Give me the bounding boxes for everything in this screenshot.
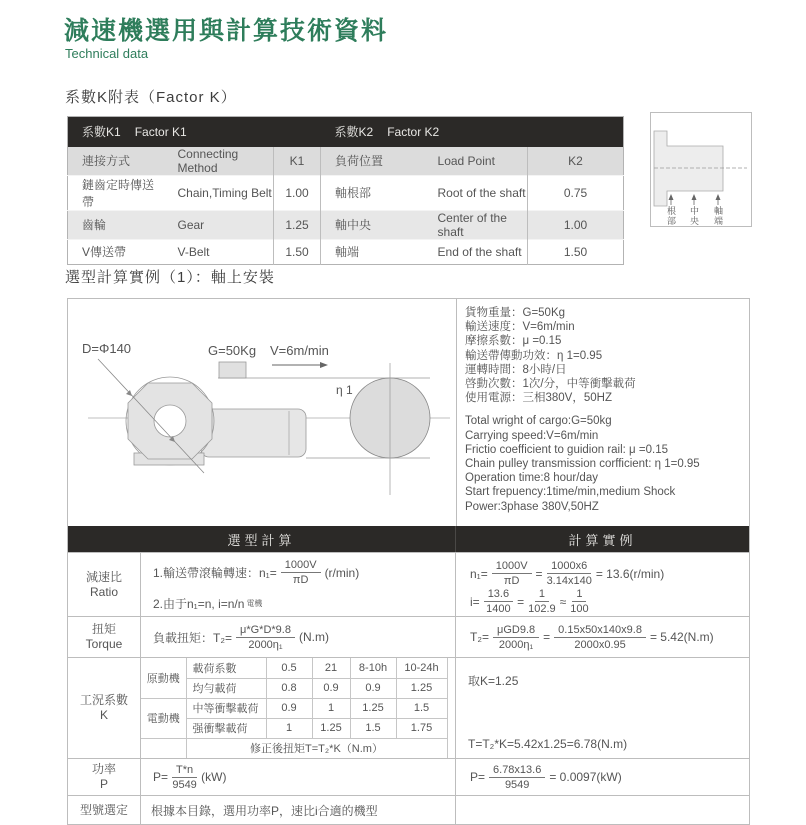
fraction: $\frac{1000x6}{3.14x140}$ (546, 560, 592, 587)
power-example: P= $\frac{6.78x13.6}{9549}$ = 0.0097(kW) (470, 763, 622, 791)
condition-line: Total wright of cargo:G=50kg (465, 415, 612, 428)
factor-k2-header (321, 117, 624, 147)
condition-line: 使用電源：三相380V，50HZ (465, 392, 612, 405)
table-cell: 載荷系數 (186, 658, 266, 678)
example-column-header: 計算實例 (568, 532, 637, 548)
k-factor-table-cell (141, 658, 456, 758)
factor-k1-header (68, 117, 321, 147)
table-cell: 軸端 (321, 239, 424, 264)
factor-k2-header-cn: 系數K2 (334, 125, 374, 140)
model-selection-text-cell (141, 796, 456, 825)
condition-line: 輸送速度：V=6m/min (465, 321, 575, 334)
table-cell: Center of the shaft (424, 210, 528, 239)
calc-column-header: 選型計算 (68, 526, 456, 552)
ratio-label-cn: 減速比 (85, 569, 122, 584)
power-label-en: P (99, 777, 108, 791)
model-selection-label-cn: 型號選定 (79, 803, 128, 817)
table-cell: 21 (312, 658, 350, 678)
condition-line: Operation time:8 hour/day (465, 472, 598, 485)
conveyor-diagram (68, 299, 456, 526)
conveyor-drawing (68, 299, 456, 526)
col-header: Load Point (424, 147, 528, 176)
ratio-label (68, 553, 141, 616)
ratio-formula: 1.輸送帶滾輪轉速：n₁= $\frac{1000V}{\pi D}$ (r/min) 2.由于n₁=n, i=n/n 電機 (141, 553, 456, 616)
condition-line: 啓動次數：1次/分，中等衝擊載荷 (465, 378, 636, 391)
table-cell: 1.25 (312, 718, 350, 738)
power-row (68, 758, 749, 795)
col-header: Connecting Method (164, 147, 274, 176)
power-formula: P= $\frac{T*n}{9549}$ (kW) (141, 759, 456, 795)
model-selection-row (68, 795, 749, 825)
speed-label: V=6m/min (270, 343, 329, 358)
factor-k2-header-en: Factor K2 (387, 125, 440, 140)
table-cell: V-Belt (164, 239, 274, 264)
k-factor-row (68, 657, 749, 758)
fraction: $\frac{1000V}{\pi D}$ (492, 560, 532, 587)
table-cell: 軸中央 (321, 210, 424, 239)
model-selection-text: 根據本目錄，選用功率P，速比i合適的機型 (151, 804, 378, 818)
fraction: $\frac{1000V}{\pi D}$ (281, 559, 321, 586)
load-factor-table (141, 658, 448, 758)
table-cell: 0.5 (266, 658, 312, 678)
fraction: $\frac{T*n}{9549}$ (172, 763, 197, 791)
ratio-example: n₁= $\frac{1000V}{\pi D}$ = $\frac{1000x6}{3.14x140}$ = 13.6(r/min) i= $\frac{13.6}{1400}$ = $\frac{1}{102.9}$ ≈ $\frac{1}{100}$ (470, 560, 665, 615)
ratio-row (68, 552, 749, 616)
table-cell: 1.50 (528, 239, 624, 264)
condition-line: Carrying speed:V=6m/min (465, 429, 599, 442)
power-label-cn: 功率 (91, 762, 116, 776)
col-header: K1 (274, 147, 321, 176)
table-cell: 0.9 (312, 678, 350, 698)
k-factor-label-en: K (99, 708, 108, 722)
conditions-chinese (465, 306, 741, 405)
page-subtitle: Technical data (65, 46, 149, 61)
k-take-value: 取K=1.25 (468, 674, 519, 688)
table-cell: 1.5 (350, 718, 396, 738)
torque-label (68, 617, 141, 657)
shaft-center-label: 中央 (689, 206, 699, 226)
col-header: 連接方式 (68, 147, 164, 176)
group-prime-mover: 原動機 (141, 658, 186, 698)
table-cell: 0.75 (528, 175, 624, 210)
torque-formula: 負載扭矩：T₂= $\frac{\mu*G*D*9.8}{\text{2000η₁}}$ (N.m) (141, 617, 456, 657)
selection-example-table (67, 298, 750, 825)
k-factor-label (68, 658, 141, 758)
fraction: $\frac{13.6}{1400}$ (484, 588, 513, 615)
table-cell: 1 (312, 698, 350, 718)
table-cell: 8-10h (350, 658, 396, 678)
condition-line: Chain pulley transmission corfficient: η 1=0.95 (465, 458, 700, 471)
table-cell: 1.25 (396, 678, 447, 698)
section1-heading: 系數K附表（Factor K） (65, 89, 237, 106)
table-cell: 齒輪 (68, 210, 164, 239)
table-cell-empty (141, 738, 186, 758)
efficiency-label: η 1 (336, 383, 353, 397)
ratio-label-en: Ratio (89, 584, 118, 599)
table-cell: Gear (164, 210, 274, 239)
torque-label-cn: 扭矩 (91, 622, 116, 636)
k-factor-example (456, 658, 749, 758)
group-electric-motor: 電動機 (141, 698, 186, 738)
factor-k-table (67, 116, 624, 265)
factor-k1-header-cn: 系數K1 (82, 125, 121, 140)
table-cell: 1.00 (528, 210, 624, 239)
fraction: $\frac{1}{102.9}$ (528, 588, 556, 615)
condition-line: Power:3phase 380V,50HZ (465, 500, 599, 513)
conditions-english (465, 414, 741, 513)
table-cell: End of the shaft (424, 239, 528, 264)
table-cell: 强衝擊載荷 (186, 718, 266, 738)
table-cell: Chain,Timing Belt (164, 175, 274, 210)
fraction: $\frac{6.78x13.6}{9549}$ (489, 764, 545, 791)
table-cell: 鏈齒定時傳送帶 (68, 175, 164, 210)
table-cell: 1.75 (396, 718, 447, 738)
table-cell: 1.00 (274, 175, 321, 210)
table-cell: 1.25 (350, 698, 396, 718)
model-selection-label (68, 796, 141, 825)
table-cell: 1.50 (274, 239, 321, 264)
table-cell: 均勻載荷 (186, 678, 266, 698)
conditions-panel (456, 299, 749, 526)
torque-label-en: Torque (85, 637, 123, 651)
table-cell: 10-24h (396, 658, 447, 678)
col-header: K2 (528, 147, 624, 176)
condition-line: 輸送帶傳動功效：η 1=0.95 (465, 349, 603, 362)
corrected-torque-footer: 修正後扭矩T=T₂*K（N.m） (186, 738, 447, 758)
condition-line: 摩擦系數：μ =0.15 (465, 335, 562, 348)
table-cell: 1 (266, 718, 312, 738)
shaft-position-diagram (650, 112, 752, 227)
fraction: $\frac{\text{μGD9.8}}{\text{2000η₁}}$ (493, 624, 539, 651)
torque-example: T₂= $\frac{\text{μGD9.8}}{\text{2000η₁}}$ = $\frac{0.15x50x140x9.8}{2000x0.95}$ = 5.42(N.m) (470, 623, 714, 651)
condition-line: Frictio coefficient to guidion rail: μ =0.15 (465, 443, 668, 456)
diameter-label: D=Φ140 (82, 341, 132, 356)
power-label (68, 759, 141, 795)
torque-row (68, 616, 749, 657)
shaft-root-label: 根部 (666, 206, 676, 226)
table-cell: V傳送帶 (68, 239, 164, 264)
table-cell: 0.8 (266, 678, 312, 698)
calc-header-bar (68, 526, 749, 552)
model-selection-example-empty (456, 796, 749, 825)
condition-line: 貨物重量：G=50Kg (465, 307, 566, 319)
example-top-section (68, 299, 749, 526)
page-title: 減速機選用與計算技術資料 (64, 17, 389, 45)
section2-heading: 選型計算實例（1）：軸上安裝 (65, 269, 275, 286)
table-cell: 0.9 (266, 698, 312, 718)
table-cell: 1.25 (274, 210, 321, 239)
factor-k1-header-en: Factor K1 (134, 125, 187, 140)
condition-line: Start frepuency:1time/min,medium Shock (465, 486, 676, 499)
fraction: $\frac{1}{100}$ (570, 588, 589, 615)
col-header: 負荷位置 (321, 147, 424, 176)
shaft-end-label: 軸端 (713, 206, 723, 226)
fraction: $\frac{0.15x50x140x9.8}{2000x0.95}$ (554, 624, 646, 651)
k-factor-label-cn: 工況系數 (79, 693, 128, 707)
weight-label: G=50Kg (208, 343, 257, 358)
table-cell: Root of the shaft (424, 175, 528, 210)
condition-line: 運轉時間：8小時/日 (465, 363, 567, 376)
fraction: $\frac{\mu*G*D*9.8}{\text{2000η₁}}$ (236, 624, 295, 651)
table-cell: 0.9 (350, 678, 396, 698)
k-result-value: T=T₂*K=5.42x1.25=6.78(N.m) (468, 737, 628, 751)
table-cell: 中等衝擊載荷 (186, 698, 266, 718)
table-cell: 1.5 (396, 698, 447, 718)
table-cell: 軸根部 (321, 175, 424, 210)
